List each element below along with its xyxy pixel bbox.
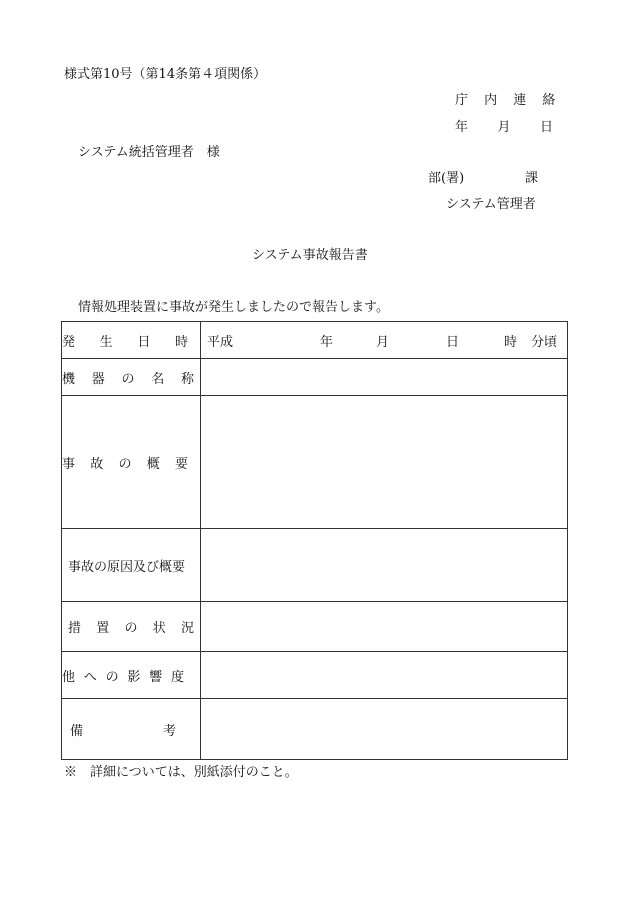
impact-label-char: へ — [83, 669, 97, 685]
summary-label — [62, 396, 201, 529]
table-row — [62, 529, 568, 602]
equipment-label — [62, 359, 201, 396]
measures-label-char: 置 — [96, 621, 110, 636]
measures-label-char: 状 — [152, 621, 166, 636]
impact-label-char: 度 — [170, 669, 184, 685]
occurrence-value-part: 日 — [445, 334, 459, 350]
impact-label-char: 響 — [149, 669, 163, 685]
remarks-label-char: 考 — [162, 723, 176, 739]
table-row — [62, 602, 568, 652]
sender-manager: システム管理者 — [446, 197, 536, 212]
equipment-label-char: 器 — [91, 371, 105, 387]
summary-value[interactable] — [201, 396, 568, 529]
sender-department: 部(署) — [428, 171, 465, 186]
table-row — [62, 699, 568, 760]
table-row — [62, 359, 568, 396]
equipment-label-char: 機 — [62, 371, 76, 387]
date-month: 月 — [497, 120, 511, 135]
measures-label-char: 況 — [180, 621, 194, 636]
report-date — [455, 120, 553, 136]
occurrence-value-part: 平成 — [207, 334, 234, 350]
impact-label-char: 影 — [127, 669, 141, 685]
report-table — [61, 321, 568, 760]
remarks-label-char: 備 — [70, 723, 84, 739]
occurrence-label-char: 発 — [62, 334, 76, 350]
equipment-label-char: 名 — [151, 371, 165, 387]
table-row — [62, 396, 568, 529]
occurrence-value-part: 分頃 — [530, 334, 557, 350]
occurrence-label — [62, 322, 201, 359]
addressee: システム統括管理者 様 — [78, 145, 220, 160]
measures-label-char: 措 — [68, 621, 82, 636]
summary-label-char: 概 — [146, 456, 160, 472]
cause-label: 事故の原因及び概要 — [62, 529, 201, 602]
table-row — [62, 652, 568, 699]
notice-type-text: 庁 内 連 絡 — [455, 93, 562, 108]
table-row — [62, 322, 568, 359]
impact-label-char: の — [105, 669, 119, 685]
measures-label — [62, 602, 201, 652]
remarks-value[interactable] — [201, 699, 568, 760]
summary-label-char: 要 — [174, 456, 188, 472]
intro-text: 情報処理装置に事故が発生しましたので報告します。 — [78, 300, 389, 315]
occurrence-label-char: 日 — [137, 334, 151, 350]
equipment-label-char: 称 — [180, 371, 194, 387]
summary-label-char: 事 — [62, 456, 76, 472]
summary-label-char: の — [118, 456, 132, 472]
document-title: システム事故報告書 — [252, 248, 368, 263]
impact-label — [62, 652, 201, 699]
measures-value[interactable] — [201, 602, 568, 652]
impact-value[interactable] — [201, 652, 568, 699]
occurrence-label-char: 生 — [99, 334, 113, 350]
date-year: 年 — [455, 120, 469, 135]
occurrence-label-char: 時 — [174, 334, 188, 350]
summary-label-char: 故 — [90, 456, 104, 472]
impact-label-char: 他 — [62, 669, 76, 685]
date-day: 日 — [539, 120, 553, 135]
sender-section: 課 — [524, 171, 538, 186]
measures-label-char: の — [124, 621, 138, 636]
remarks-label — [62, 699, 201, 760]
sender-department-line — [428, 171, 538, 187]
occurrence-value-part: 時 — [503, 334, 517, 350]
form-number: 様式第10号（第14条第４項関係） — [64, 67, 267, 82]
footnote: ※ 詳細については、別紙添付のこと。 — [64, 765, 298, 780]
equipment-label-char: の — [121, 371, 135, 387]
occurrence-value[interactable] — [201, 322, 568, 359]
equipment-value[interactable] — [201, 359, 568, 396]
occurrence-value-part: 月 — [375, 334, 389, 350]
cause-value[interactable] — [201, 529, 568, 602]
occurrence-value-part: 年 — [319, 334, 333, 350]
notice-type — [455, 93, 562, 109]
